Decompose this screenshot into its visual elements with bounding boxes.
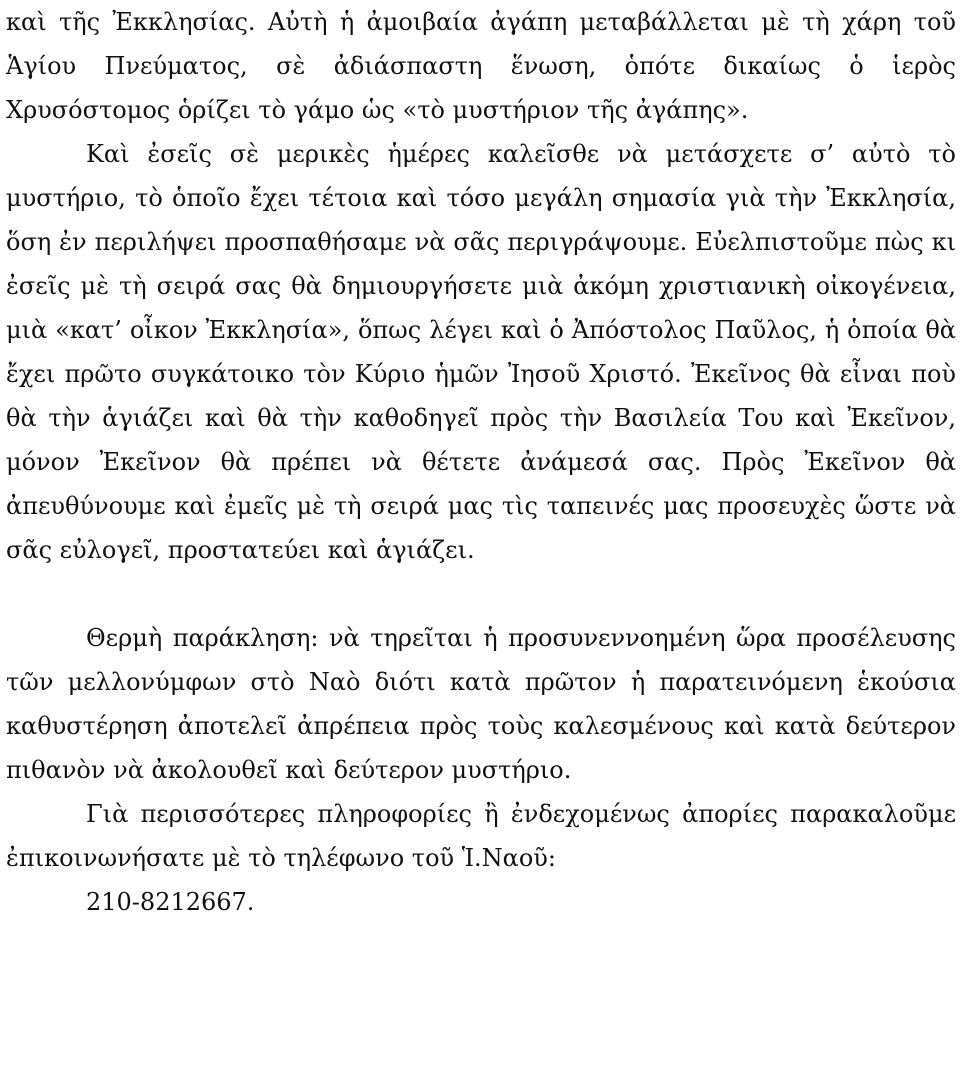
paragraph-1: καὶ τῆς Ἐκκλησίας. Αὐτὴ ἡ ἀμοιβαία ἀγάπη μεταβάλλεται μὲ τὴ χάρη τοῦ Ἁγίου Πνεύματος, σὲ ἀδιάσπαστη ἕνωση, ὁπότε δικαίως ὁ ἱερὸς Χρυσόστομος ὁρίζει τὸ γάμο ὡς «τὸ μυστήριον τῆς ἀγάπης».: [6, 8, 956, 124]
paragraph-3: Θερμὴ παράκληση: νὰ τηρεῖται ἡ προσυνεννοημένη ὥρα προσέλευσης τῶν μελλονύμφων στὸ Ναὸ διότι κατὰ πρῶτον ἡ παρατεινόμενη ἑκούσια καθυστέρηση ἀποτελεῖ ἀπρέπεια πρὸς τοὺς καλεσμένους καὶ κατὰ δεύτερον πιθανὸν νὰ ἀκολουθεῖ καὶ δεύτερον μυστήριο.: [6, 624, 956, 784]
paragraph-4: [6, 792, 956, 924]
paragraph-2: Καὶ ἐσεῖς σὲ μερικὲς ἡμέρες καλεῖσθε νὰ μετάσχετε σ’ αὐτὸ τὸ μυστήριο, τὸ ὁποῖο ἔχει τέτοια καὶ τόσο μεγάλη σημασία γιὰ τὴν Ἐκκλησία, ὅση ἐν περιλήψει προσπαθήσαμε νὰ σᾶς περιγράψουμε. Εὐελπιστοῦμε πὼς κι ἐσεῖς μὲ τὴ σειρά σας θὰ δημιουργήσετε μιὰ ἀκόμη χριστιανικὴ οἰκογένεια, μιὰ «κατ’ οἶκον Ἐκκλησία», ὅπως λέγει καὶ ὁ Ἀπόστολος Παῦλος, ἡ ὁποία θὰ ἔχει πρῶτο συγκάτοικο τὸν Κύριο ἡμῶν Ἰησοῦ Χριστό. Ἐκεῖνος θὰ εἶναι ποὺ θὰ τὴν ἁγιάζει καὶ θὰ τὴν καθοδηγεῖ πρὸς τὴν Βασιλεία Του καὶ Ἐκεῖνον, μόνον Ἐκεῖνον θὰ πρέπει νὰ θέτετε ἀνάμεσά σας. Πρὸς Ἐκεῖνον θὰ ἀπευθύνουμε καὶ ἐμεῖς μὲ τὴ σειρά μας τὶς ταπεινές μας προσευχὲς ὥστε νὰ σᾶς εὐλογεῖ, προστατεύει καὶ ἁγιάζει.: [6, 140, 956, 564]
document-page: [6, 0, 956, 924]
paragraph-4-text: Γιὰ περισσότερες πληροφορίες ἢ ἐνδεχομένως ἀπορίες παρακαλοῦμε ἐπικοινωνήσατε μὲ τὸ τηλέφωνο τοῦ Ἱ.Ναοῦ:: [6, 800, 956, 872]
phone-number: 210-8212667.: [86, 888, 255, 916]
